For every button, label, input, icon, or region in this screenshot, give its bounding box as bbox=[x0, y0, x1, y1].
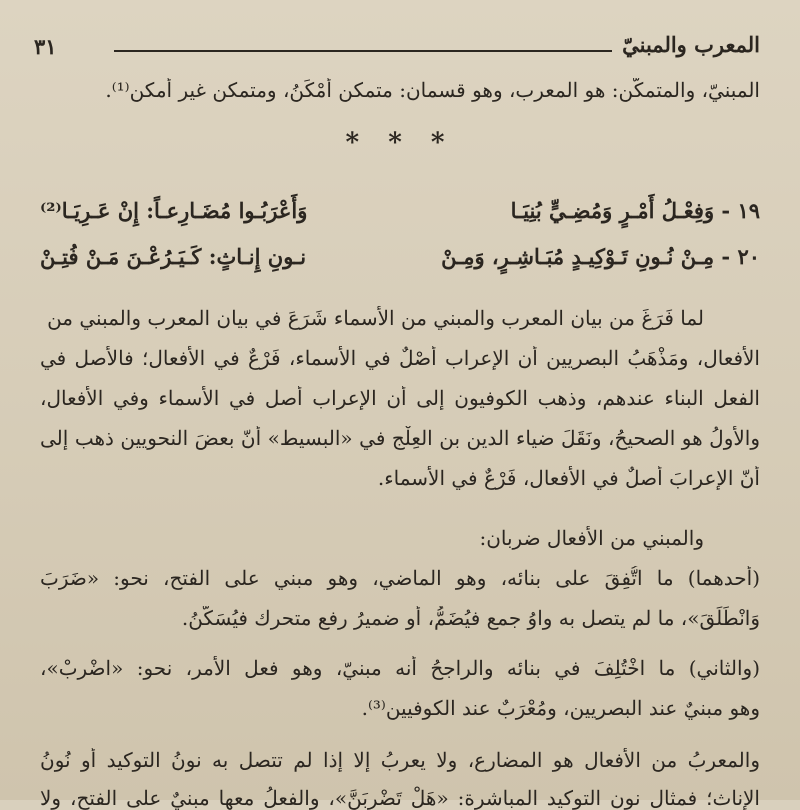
paragraph1-line: أنّ الإعرابَ أصلٌ في الأفعال، فَرْعٌ في الأسماء. bbox=[377, 466, 760, 490]
item2-line: وهو مبنيٌ عند البصريين، ومُعْرَبٌ عند الكوفيين⁽³⁾. bbox=[361, 696, 760, 720]
section-separator: * * * bbox=[345, 128, 455, 158]
running-title: المعرب والمبنيّ bbox=[622, 32, 760, 57]
item2-line: (والثاني) ما اخْتُلِفَ في بنائه والراجحُ أنه مبنيّ، وهو فعل الأمر، نحو: «اضْرِبْ»، bbox=[40, 656, 760, 680]
page-header bbox=[34, 32, 760, 66]
section-intro: والمبني من الأفعال ضربان: bbox=[479, 526, 704, 550]
intro-line: المبنيّ، والمتمكّن: هو المعرب، وهو قسمان: متمكن أَمْكَنُ، ومتمكن غير أمكن⁽¹⁾. bbox=[105, 78, 760, 102]
verse-second-hemistich: وَأَعْرَبُـوا مُضَـارِعـاً: إِنْ عَـرِيَـا⁽²⁾ bbox=[40, 198, 308, 223]
verse-20 bbox=[40, 244, 760, 278]
verse-first-hemistich: ٢٠ - مِـنْ نُـونِ تَـوْكِيـدٍ مُبَـاشِـرٍ، وَمِـنْ bbox=[441, 244, 760, 269]
paragraph2-line: الإناث؛ فمثال نون التوكيد المباشرة: «هَلْ تَضْرِبَنَّ»، والفعلُ معها مبنيٌ على الفتح، ولا bbox=[40, 786, 760, 810]
paragraph1-line: والأولُ هو الصحيحُ، ونَقَلَ ضياء الدين بن العِلْج في «البسيط» أَنّ بعضَ النحويين ذهب إلى bbox=[40, 426, 760, 450]
verse-second-hemistich: نـونِ إِنـاثٍ: كَـيَـرُعْـنَ مَـنْ فُتِـنْ bbox=[40, 244, 307, 269]
page-number: ٣١ bbox=[34, 34, 57, 59]
verse-19 bbox=[40, 198, 760, 232]
paragraph1-line: الأفعال، ومَذْهَبُ البصريين أن الإعراب أَصْلٌ في الأسماء، فَرْعٌ في الأفعال؛ فالأصل في bbox=[40, 346, 760, 370]
header-rule bbox=[114, 50, 612, 52]
verse-first-hemistich: ١٩ - وَفِعْـلُ أَمْـرٍ وَمُضِـيٍّ بُنِيَـا bbox=[510, 198, 760, 223]
item1-line: وَانْطَلَقَ»، ما لم يتصل به واوُ جمعٍ فيُضَمُّ، أو ضميرُ رفعٍ متحرك فيُسَكَّنُ. bbox=[181, 606, 760, 630]
paragraph1-line: لما فَرَغَ من بيان المعرب والمبني من الأسماء شَرَعَ في بيان المعرب والمبني من bbox=[47, 306, 704, 330]
paragraph2-line: والمعربُ من الأفعال هو المضارع، ولا يعربُ إلا إذا لم تتصل به نونُ التوكيد أو نُونُ bbox=[40, 748, 760, 772]
paragraph1-line: الفعل البناء عندهم، وذهب الكوفيون إلى أن الإعراب أصل في الأسماء وفي الأفعال، bbox=[40, 386, 760, 410]
item1-line: (أحدهما) ما اتُّفِقَ على بنائه، وهو الماضي، وهو مبني على الفتح، نحو: «ضَرَبَ bbox=[40, 566, 760, 590]
